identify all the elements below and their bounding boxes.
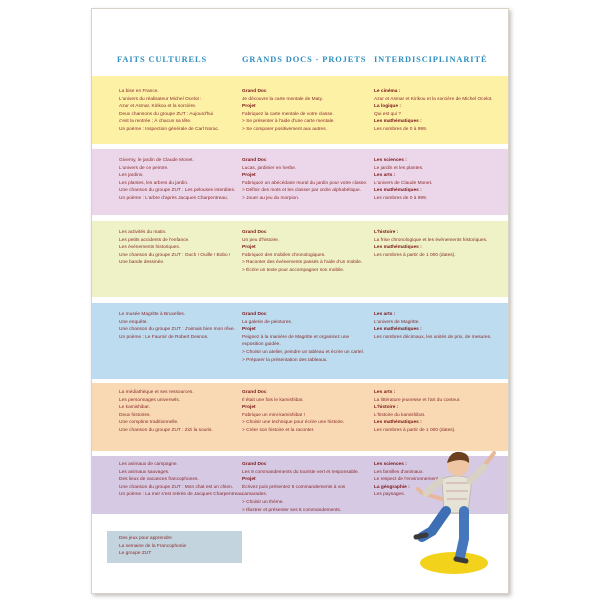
- subject-text: La frise chronologique et les événements historiques.: [374, 237, 488, 243]
- grand-doc-title: Grand Doc: [242, 89, 267, 94]
- subject-text: Azur et Asmar et Kirikou et la sorcière de Michel Ocelot.: [374, 96, 493, 102]
- grand-doc-line: Lucas, jardinier en herbe.: [242, 165, 297, 171]
- child-figure: [416, 452, 494, 561]
- subject-title: Les mathématiques :: [374, 188, 422, 194]
- note-line: Le groupe ZUT: [119, 551, 152, 557]
- row-5-faits-culturels: [119, 389, 237, 435]
- grand-doc-title: Grand Doc: [242, 230, 267, 235]
- text-line: Un poème : La mer s'est retirée de Jacques Charpentreau.: [119, 492, 244, 498]
- text-line: Les animaux de campagne.: [119, 462, 178, 467]
- resources-note-list: [119, 535, 186, 558]
- row-band-1: [92, 76, 508, 144]
- subject-title: L'histoire :: [374, 230, 399, 235]
- subject-title: La géographie :: [374, 484, 410, 490]
- subject-text: L'univers de Claude Monet.: [374, 180, 433, 186]
- projet-line: > Jouer au jeu du morpion.: [242, 195, 300, 201]
- text-line: Une chanson du groupe ZUT : Ouch ! Ouille ! Bobo !: [119, 252, 231, 258]
- text-line: La bise en France.: [119, 89, 159, 94]
- projet-line: > Choisir une technique pour écrire une histoire.: [242, 420, 345, 426]
- subject-text: Les paysages.: [374, 492, 405, 498]
- projet-line: > Créer son histoire et la raconter.: [242, 427, 315, 433]
- text-line: Des lieux de vacances francophones.: [119, 477, 199, 483]
- projet-line: > Choisir un atelier, peindre un tableau et écrire un cartel.: [242, 349, 364, 355]
- text-line: Les activités du matin.: [119, 230, 167, 235]
- grand-doc-line: Je découvre la carte mentale de Maty.: [242, 96, 323, 102]
- text-line: Azur et Asmar, Kirikou et la sorcière.: [119, 104, 197, 110]
- header-grands-docs-projets: GRANDS DOCS - PROJETS: [242, 55, 367, 64]
- note-line: Des jeux pour apprendre: [119, 536, 172, 541]
- row-2-faits-culturels: [119, 157, 237, 203]
- text-line: Le kamishibaï.: [119, 405, 150, 411]
- subject-title: Les arts :: [374, 312, 396, 317]
- grand-doc-title: Grand Doc: [242, 312, 267, 317]
- subject-text: Les nombres décimaux, les unités de prix, de mesures.: [374, 334, 492, 340]
- projet-line: > Se présenter à l'aide d'une carte mentale.: [242, 119, 335, 125]
- text-line: Une enquête.: [119, 319, 148, 325]
- text-line: Les petits accidents de l'enfance.: [119, 237, 190, 243]
- row-3-grand-doc: [242, 229, 368, 275]
- row-6-grand-doc: [242, 461, 368, 514]
- subject-text: La littérature jeunesse et l'art du conteur.: [374, 397, 461, 403]
- text-line: Les animaux sauvages.: [119, 469, 170, 475]
- header-faits-culturels: FAITS CULTURELS: [117, 55, 208, 64]
- text-line: Une chanson du groupe ZUT : Zizi la souris.: [119, 427, 213, 433]
- grand-doc-line: Un peu d'histoire.: [242, 237, 280, 243]
- subject-text: Les familles d'animaux.: [374, 469, 424, 475]
- text-line: Une bande dessinée.: [119, 260, 165, 266]
- subject-text: L'histoire du kamishibaï.: [374, 412, 426, 418]
- row-1-interdisciplinarite: [374, 88, 504, 134]
- text-line: Deux histoires.: [119, 412, 151, 418]
- projet-line: > Choisir un thème.: [242, 499, 284, 505]
- row-4-interdisciplinarite: [374, 311, 504, 341]
- projet-title: Projet: [242, 245, 256, 251]
- subject-text: Les nombres à partir de 1 000 (dates).: [374, 427, 456, 433]
- projet-title: Projet: [242, 104, 256, 110]
- subject-text: Les nombres à partir de 1 000 (dates).: [374, 252, 456, 258]
- text-line: Deux chansons du groupe ZUT : Aujourd'hui: [119, 111, 214, 117]
- subject-text: L'univers de Magritte.: [374, 319, 420, 325]
- subject-text: Le jardin et les plantes.: [374, 165, 424, 171]
- projet-line: > Illustrer et présenter ses 6 commandements.: [242, 507, 342, 513]
- subject-title: L'histoire :: [374, 405, 399, 411]
- row-band-4: [92, 303, 508, 379]
- row-4-grand-doc: [242, 311, 368, 364]
- subject-title: La logique :: [374, 104, 401, 110]
- row-5-grand-doc: [242, 389, 368, 435]
- text-line: L'univers du réalisateur Michel Ocelot :: [119, 96, 202, 102]
- projet-title: Projet: [242, 173, 256, 179]
- subject-title: Le cinéma :: [374, 89, 401, 94]
- projet-line: > Raconter des événements passés à l'aide d'un mobile.: [242, 260, 363, 266]
- resources-note-box: [107, 531, 242, 563]
- row-2-grand-doc: [242, 157, 368, 203]
- text-line: c'est la rentrée ; À chacun sa tête.: [119, 119, 192, 125]
- row-1-faits-culturels: [119, 88, 237, 134]
- subject-title: Les mathématiques :: [374, 327, 422, 333]
- text-line: Un poème : Inspection générale de Carl Norac.: [119, 126, 220, 132]
- projet-line: Fabriquez un abécédaire mural du jardin pour votre classe.: [242, 180, 368, 186]
- text-line: Les jardins.: [119, 173, 144, 179]
- subject-text: Le respect de l'environnement.: [374, 477, 440, 483]
- text-line: Les événements historiques.: [119, 245, 181, 251]
- subject-title: Les sciences :: [374, 158, 407, 163]
- grand-doc-title: Grand Doc: [242, 462, 267, 467]
- grand-doc-line: La galerie de peintures.: [242, 319, 293, 325]
- subject-text: Les nombres de 0 à 999.: [374, 126, 428, 132]
- row-3-faits-culturels: [119, 229, 237, 267]
- row-3-interdisciplinarite: [374, 229, 504, 259]
- subject-text: Les nombres de 0 à 999.: [374, 195, 428, 201]
- row-4-faits-culturels: [119, 311, 237, 341]
- text-line: Une chanson du groupe ZUT : Mon chat est un chien.: [119, 484, 234, 490]
- grand-doc-line: Il était une fois le kamishibaï.: [242, 397, 304, 403]
- row-2-interdisciplinarite: [374, 157, 504, 203]
- subject-title: Les mathématiques :: [374, 119, 422, 125]
- row-band-2: [92, 149, 508, 215]
- note-line: La semaine de la Francophonie: [119, 543, 187, 549]
- jumping-child-illustration: [402, 439, 509, 579]
- projet-line: > Écrire un texte pour accompagner son mobile.: [242, 267, 345, 273]
- grand-doc-line: Les 8 commandements du touriste vert et responsable.: [242, 469, 360, 475]
- projet-line: > Se comparer positivement aux autres.: [242, 126, 327, 132]
- subject-title: Les mathématiques :: [374, 420, 422, 426]
- yellow-shadow-disc: [420, 552, 488, 574]
- projet-title: Projet: [242, 327, 256, 333]
- text-line: Une chanson du groupe ZUT : J'aimais bien mon rêve.: [119, 327, 236, 333]
- text-line: La médiathèque et ses ressources.: [119, 390, 194, 395]
- text-line: Les personnages universels.: [119, 397, 181, 403]
- projet-title: Projet: [242, 405, 256, 411]
- grand-doc-title: Grand Doc: [242, 158, 267, 163]
- projet-line: Écrivez puis présentez 6 commandements à vos camarades.: [242, 484, 346, 498]
- subject-title: Les arts :: [374, 390, 396, 395]
- projet-title: Projet: [242, 477, 256, 483]
- text-line: Un poème : Le Fauroir de Robert Desnos.: [119, 334, 209, 340]
- projet-line: Fabriquez des mobiles chronologiques.: [242, 252, 326, 258]
- header-interdisciplinarite: INTERDISCIPLINARITÉ: [374, 55, 488, 64]
- text-line: Un poème : L'arbre d'après Jacques Charpentreau.: [119, 195, 229, 201]
- subject-title: Les arts :: [374, 173, 396, 179]
- text-line: Giverny, le jardin de Claude Monet.: [119, 158, 194, 163]
- projet-line: Fabriquez la carte mentale de votre classe.: [242, 111, 334, 117]
- projet-line: > Définir des mots et les classer par ordre alphabétique.: [242, 188, 362, 194]
- grand-doc-title: Grand Doc: [242, 390, 267, 395]
- subject-title: Les mathématiques :: [374, 245, 422, 251]
- row-5-interdisciplinarite: [374, 389, 504, 435]
- program-page: [91, 8, 509, 594]
- text-line: L'univers de ce peintre.: [119, 165, 169, 171]
- text-line: Une comptine traditionnelle.: [119, 420, 179, 426]
- row-1-grand-doc: [242, 88, 368, 134]
- row-band-3: [92, 221, 508, 297]
- text-line: Le musée Magritte à Bruxelles.: [119, 312, 186, 317]
- projet-line: Fabrique un mini-kamishibaï !: [242, 412, 305, 418]
- text-line: Les plantes, les arbres du jardin.: [119, 180, 189, 186]
- subject-text: Qui est qui ?: [374, 111, 401, 117]
- text-line: Une chanson du groupe ZUT : Les pelouses interdites.: [119, 188, 236, 194]
- subject-title: Les sciences :: [374, 462, 407, 467]
- row-6-faits-culturels: [119, 461, 244, 499]
- projet-line: > Préparer la présentation des tableaux.: [242, 357, 328, 363]
- projet-line: Peignez à la manière de Magritte et organisez une exposition guidée.: [242, 334, 350, 348]
